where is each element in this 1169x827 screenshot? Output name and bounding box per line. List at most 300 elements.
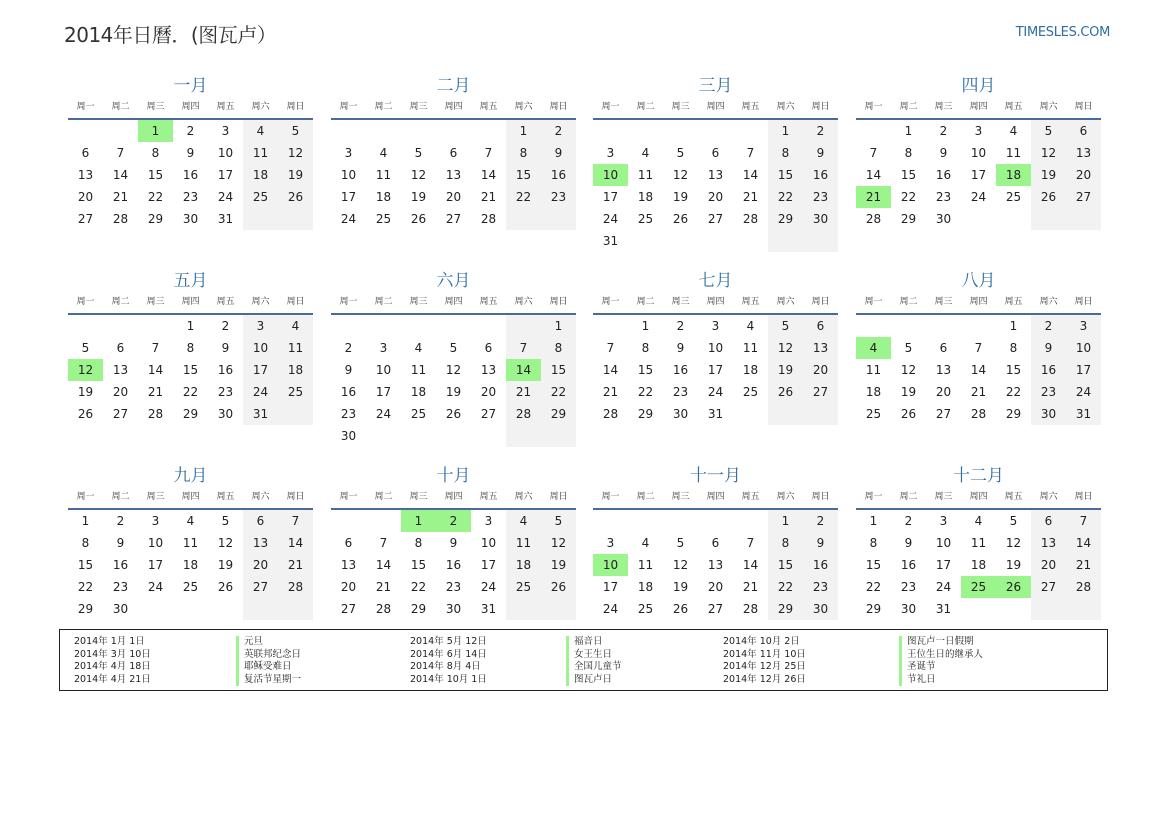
day-cell[interactable]: 28 (742, 212, 759, 226)
day-cell[interactable]: 30 (900, 602, 917, 616)
day-cell[interactable]: 2 (803, 120, 838, 142)
day-cell[interactable]: 30 (672, 407, 689, 421)
day-cell[interactable]: 19 (900, 385, 917, 399)
day-cell[interactable]: 6 (344, 536, 353, 550)
day-cell[interactable]: 26 (672, 212, 689, 226)
day-cell[interactable]: 29 (541, 403, 576, 425)
day-cell[interactable]: 10 (970, 146, 987, 160)
day-cell[interactable]: 2 (116, 514, 125, 528)
day-cell[interactable]: 18 (637, 580, 654, 594)
day-cell[interactable]: 11 (637, 558, 654, 572)
day-cell[interactable]: 2 (803, 510, 838, 532)
day-cell[interactable]: 4 (186, 514, 195, 528)
day-cell[interactable]: 7 (506, 337, 541, 359)
day-cell[interactable]: 16 (803, 554, 838, 576)
day-cell[interactable]: 5 (676, 146, 685, 160)
day-cell[interactable]: 26 (77, 407, 94, 421)
day-cell[interactable]: 9 (344, 363, 353, 377)
day-cell[interactable]: 8 (414, 536, 423, 550)
day-cell[interactable]: 15 (900, 168, 917, 182)
holiday-day-cell[interactable]: 10 (593, 164, 628, 186)
day-cell[interactable]: 4 (243, 120, 278, 142)
day-cell[interactable]: 26 (445, 407, 462, 421)
holiday-day-cell[interactable]: 26 (996, 576, 1031, 598)
day-cell[interactable]: 4 (278, 315, 313, 337)
day-cell[interactable]: 7 (379, 536, 388, 550)
day-cell[interactable]: 2 (344, 341, 353, 355)
day-cell[interactable]: 15 (1005, 363, 1022, 377)
day-cell[interactable]: 6 (81, 146, 90, 160)
day-cell[interactable]: 30 (1031, 403, 1066, 425)
day-cell[interactable]: 20 (77, 190, 94, 204)
day-cell[interactable]: 14 (480, 168, 497, 182)
day-cell[interactable]: 27 (1031, 576, 1066, 598)
day-cell[interactable]: 31 (1066, 403, 1101, 425)
day-cell[interactable]: 16 (1031, 359, 1066, 381)
day-cell[interactable]: 4 (1009, 124, 1018, 138)
day-cell[interactable]: 30 (445, 602, 462, 616)
day-cell[interactable]: 12 (445, 363, 462, 377)
day-cell[interactable]: 17 (935, 558, 952, 572)
holiday-day-cell[interactable]: 12 (68, 359, 103, 381)
day-cell[interactable]: 11 (182, 536, 199, 550)
day-cell[interactable]: 25 (278, 381, 313, 403)
day-cell[interactable]: 19 (278, 164, 313, 186)
day-cell[interactable]: 1 (506, 120, 541, 142)
day-cell[interactable]: 29 (77, 602, 94, 616)
site-link[interactable]: TIMESLES.COM (1015, 25, 1110, 40)
day-cell[interactable]: 22 (182, 385, 199, 399)
day-cell[interactable]: 23 (217, 385, 234, 399)
day-cell[interactable]: 6 (711, 146, 720, 160)
holiday-day-cell[interactable]: 4 (856, 337, 891, 359)
day-cell[interactable]: 24 (1066, 381, 1101, 403)
day-cell[interactable]: 27 (340, 602, 357, 616)
day-cell[interactable]: 31 (217, 212, 234, 226)
day-cell[interactable]: 25 (506, 576, 541, 598)
day-cell[interactable]: 29 (865, 602, 882, 616)
day-cell[interactable]: 24 (147, 580, 164, 594)
day-cell[interactable]: 5 (676, 536, 685, 550)
day-cell[interactable]: 1 (768, 510, 803, 532)
day-cell[interactable]: 18 (410, 385, 427, 399)
day-cell[interactable]: 28 (506, 403, 541, 425)
day-cell[interactable]: 22 (637, 385, 654, 399)
day-cell[interactable]: 12 (1005, 536, 1022, 550)
day-cell[interactable]: 14 (742, 558, 759, 572)
day-cell[interactable]: 25 (637, 212, 654, 226)
day-cell[interactable]: 2 (939, 124, 948, 138)
holiday-day-cell[interactable]: 10 (593, 554, 628, 576)
day-cell[interactable]: 13 (803, 337, 838, 359)
day-cell[interactable]: 1 (641, 319, 650, 333)
day-cell[interactable]: 7 (746, 146, 755, 160)
day-cell[interactable]: 8 (186, 341, 195, 355)
day-cell[interactable]: 22 (768, 186, 803, 208)
day-cell[interactable]: 27 (803, 381, 838, 403)
day-cell[interactable]: 24 (340, 212, 357, 226)
day-cell[interactable]: 27 (1066, 186, 1101, 208)
day-cell[interactable]: 25 (1005, 190, 1022, 204)
day-cell[interactable]: 28 (742, 602, 759, 616)
day-cell[interactable]: 10 (243, 337, 278, 359)
day-cell[interactable]: 9 (939, 146, 948, 160)
day-cell[interactable]: 18 (182, 558, 199, 572)
day-cell[interactable]: 20 (480, 385, 497, 399)
day-cell[interactable]: 11 (243, 142, 278, 164)
day-cell[interactable]: 22 (865, 580, 882, 594)
day-cell[interactable]: 14 (742, 168, 759, 182)
day-cell[interactable]: 16 (340, 385, 357, 399)
day-cell[interactable]: 10 (340, 168, 357, 182)
day-cell[interactable]: 22 (410, 580, 427, 594)
day-cell[interactable]: 31 (935, 602, 952, 616)
day-cell[interactable]: 26 (410, 212, 427, 226)
day-cell[interactable]: 16 (445, 558, 462, 572)
day-cell[interactable]: 20 (445, 190, 462, 204)
day-cell[interactable]: 9 (116, 536, 125, 550)
day-cell[interactable]: 6 (711, 536, 720, 550)
day-cell[interactable]: 12 (541, 532, 576, 554)
day-cell[interactable]: 20 (243, 554, 278, 576)
day-cell[interactable]: 21 (278, 554, 313, 576)
day-cell[interactable]: 22 (541, 381, 576, 403)
day-cell[interactable]: 5 (904, 341, 913, 355)
day-cell[interactable]: 21 (506, 381, 541, 403)
day-cell[interactable]: 16 (541, 164, 576, 186)
day-cell[interactable]: 16 (935, 168, 952, 182)
day-cell[interactable]: 5 (541, 510, 576, 532)
day-cell[interactable]: 15 (768, 164, 803, 186)
day-cell[interactable]: 2 (904, 514, 913, 528)
day-cell[interactable]: 6 (1066, 120, 1101, 142)
day-cell[interactable]: 15 (506, 164, 541, 186)
day-cell[interactable]: 11 (970, 536, 987, 550)
holiday-day-cell[interactable]: 21 (856, 186, 891, 208)
day-cell[interactable]: 17 (147, 558, 164, 572)
day-cell[interactable]: 3 (344, 146, 353, 160)
day-cell[interactable]: 2 (676, 319, 685, 333)
day-cell[interactable]: 11 (1005, 146, 1022, 160)
day-cell[interactable]: 20 (707, 190, 724, 204)
day-cell[interactable]: 29 (1005, 407, 1022, 421)
day-cell[interactable]: 9 (1031, 337, 1066, 359)
day-cell[interactable]: 12 (672, 558, 689, 572)
day-cell[interactable]: 2 (221, 319, 230, 333)
day-cell[interactable]: 15 (637, 363, 654, 377)
day-cell[interactable]: 30 (803, 208, 838, 230)
day-cell[interactable]: 27 (707, 212, 724, 226)
day-cell[interactable]: 14 (970, 363, 987, 377)
day-cell[interactable]: 4 (974, 514, 983, 528)
day-cell[interactable]: 14 (865, 168, 882, 182)
day-cell[interactable]: 30 (803, 598, 838, 620)
day-cell[interactable]: 18 (243, 164, 278, 186)
day-cell[interactable]: 24 (602, 212, 619, 226)
day-cell[interactable]: 24 (243, 381, 278, 403)
day-cell[interactable]: 21 (147, 385, 164, 399)
day-cell[interactable]: 8 (869, 536, 878, 550)
day-cell[interactable]: 16 (217, 363, 234, 377)
day-cell[interactable]: 27 (243, 576, 278, 598)
day-cell[interactable]: 24 (375, 407, 392, 421)
day-cell[interactable]: 22 (506, 186, 541, 208)
day-cell[interactable]: 25 (637, 602, 654, 616)
day-cell[interactable]: 17 (602, 580, 619, 594)
day-cell[interactable]: 1 (186, 319, 195, 333)
day-cell[interactable]: 19 (768, 359, 803, 381)
day-cell[interactable]: 21 (970, 385, 987, 399)
day-cell[interactable]: 22 (768, 576, 803, 598)
day-cell[interactable]: 23 (803, 186, 838, 208)
day-cell[interactable]: 18 (506, 554, 541, 576)
day-cell[interactable]: 20 (340, 580, 357, 594)
day-cell[interactable]: 9 (676, 341, 685, 355)
day-cell[interactable]: 19 (410, 190, 427, 204)
day-cell[interactable]: 9 (803, 142, 838, 164)
day-cell[interactable]: 29 (768, 598, 803, 620)
day-cell[interactable]: 3 (711, 319, 720, 333)
day-cell[interactable]: 6 (116, 341, 125, 355)
day-cell[interactable]: 24 (602, 602, 619, 616)
day-cell[interactable]: 6 (939, 341, 948, 355)
holiday-day-cell[interactable]: 2 (436, 510, 471, 532)
day-cell[interactable]: 28 (147, 407, 164, 421)
day-cell[interactable]: 17 (602, 190, 619, 204)
day-cell[interactable]: 25 (865, 407, 882, 421)
day-cell[interactable]: 29 (637, 407, 654, 421)
day-cell[interactable]: 13 (112, 363, 129, 377)
day-cell[interactable]: 24 (970, 190, 987, 204)
day-cell[interactable]: 13 (243, 532, 278, 554)
day-cell[interactable]: 12 (410, 168, 427, 182)
day-cell[interactable]: 27 (77, 212, 94, 226)
day-cell[interactable]: 3 (484, 514, 493, 528)
day-cell[interactable]: 10 (147, 536, 164, 550)
day-cell[interactable]: 31 (707, 407, 724, 421)
day-cell[interactable]: 13 (935, 363, 952, 377)
day-cell[interactable]: 27 (445, 212, 462, 226)
day-cell[interactable]: 23 (541, 186, 576, 208)
day-cell[interactable]: 22 (1005, 385, 1022, 399)
day-cell[interactable]: 20 (1066, 164, 1101, 186)
day-cell[interactable]: 1 (768, 120, 803, 142)
day-cell[interactable]: 4 (746, 319, 755, 333)
day-cell[interactable]: 7 (974, 341, 983, 355)
day-cell[interactable]: 14 (375, 558, 392, 572)
day-cell[interactable]: 6 (803, 315, 838, 337)
day-cell[interactable]: 8 (768, 532, 803, 554)
day-cell[interactable]: 14 (1066, 532, 1101, 554)
day-cell[interactable]: 19 (672, 580, 689, 594)
day-cell[interactable]: 9 (541, 142, 576, 164)
day-cell[interactable]: 5 (278, 120, 313, 142)
day-cell[interactable]: 3 (1066, 315, 1101, 337)
day-cell[interactable]: 15 (147, 168, 164, 182)
day-cell[interactable]: 21 (742, 190, 759, 204)
holiday-day-cell[interactable]: 18 (996, 164, 1031, 186)
day-cell[interactable]: 29 (900, 212, 917, 226)
day-cell[interactable]: 25 (410, 407, 427, 421)
day-cell[interactable]: 14 (147, 363, 164, 377)
day-cell[interactable]: 13 (340, 558, 357, 572)
day-cell[interactable]: 1 (541, 315, 576, 337)
day-cell[interactable]: 9 (186, 146, 195, 160)
day-cell[interactable]: 31 (243, 403, 278, 425)
day-cell[interactable]: 22 (147, 190, 164, 204)
day-cell[interactable]: 27 (935, 407, 952, 421)
day-cell[interactable]: 25 (742, 385, 759, 399)
day-cell[interactable]: 16 (900, 558, 917, 572)
day-cell[interactable]: 26 (1031, 186, 1066, 208)
day-cell[interactable]: 12 (900, 363, 917, 377)
day-cell[interactable]: 1 (869, 514, 878, 528)
day-cell[interactable]: 3 (151, 514, 160, 528)
day-cell[interactable]: 14 (112, 168, 129, 182)
day-cell[interactable]: 7 (746, 536, 755, 550)
day-cell[interactable]: 26 (541, 576, 576, 598)
day-cell[interactable]: 9 (904, 536, 913, 550)
day-cell[interactable]: 14 (602, 363, 619, 377)
day-cell[interactable]: 28 (602, 407, 619, 421)
day-cell[interactable]: 17 (375, 385, 392, 399)
day-cell[interactable]: 27 (480, 407, 497, 421)
day-cell[interactable]: 17 (243, 359, 278, 381)
day-cell[interactable]: 17 (707, 363, 724, 377)
day-cell[interactable]: 22 (900, 190, 917, 204)
day-cell[interactable]: 17 (217, 168, 234, 182)
day-cell[interactable]: 3 (939, 514, 948, 528)
day-cell[interactable]: 20 (1031, 554, 1066, 576)
holiday-day-cell[interactable]: 1 (138, 120, 173, 142)
day-cell[interactable]: 11 (410, 363, 427, 377)
day-cell[interactable]: 11 (865, 363, 882, 377)
day-cell[interactable]: 26 (768, 381, 803, 403)
day-cell[interactable]: 26 (278, 186, 313, 208)
day-cell[interactable]: 4 (379, 146, 388, 160)
day-cell[interactable]: 30 (340, 429, 357, 443)
day-cell[interactable]: 5 (221, 514, 230, 528)
day-cell[interactable]: 19 (1031, 164, 1066, 186)
day-cell[interactable]: 3 (974, 124, 983, 138)
day-cell[interactable]: 21 (602, 385, 619, 399)
day-cell[interactable]: 2 (541, 120, 576, 142)
day-cell[interactable]: 24 (217, 190, 234, 204)
day-cell[interactable]: 23 (182, 190, 199, 204)
day-cell[interactable]: 21 (375, 580, 392, 594)
day-cell[interactable]: 3 (379, 341, 388, 355)
day-cell[interactable]: 8 (81, 536, 90, 550)
day-cell[interactable]: 19 (541, 554, 576, 576)
day-cell[interactable]: 10 (1066, 337, 1101, 359)
day-cell[interactable]: 18 (742, 363, 759, 377)
day-cell[interactable]: 12 (278, 142, 313, 164)
day-cell[interactable]: 17 (340, 190, 357, 204)
day-cell[interactable]: 16 (672, 363, 689, 377)
day-cell[interactable]: 4 (641, 536, 650, 550)
day-cell[interactable]: 11 (375, 168, 392, 182)
day-cell[interactable]: 5 (768, 315, 803, 337)
day-cell[interactable]: 23 (935, 190, 952, 204)
day-cell[interactable]: 11 (278, 337, 313, 359)
day-cell[interactable]: 25 (375, 212, 392, 226)
day-cell[interactable]: 21 (480, 190, 497, 204)
day-cell[interactable]: 22 (77, 580, 94, 594)
day-cell[interactable]: 19 (1005, 558, 1022, 572)
day-cell[interactable]: 13 (707, 558, 724, 572)
day-cell[interactable]: 29 (410, 602, 427, 616)
day-cell[interactable]: 29 (768, 208, 803, 230)
day-cell[interactable]: 20 (803, 359, 838, 381)
day-cell[interactable]: 30 (182, 212, 199, 226)
day-cell[interactable]: 12 (1031, 142, 1066, 164)
day-cell[interactable]: 1 (1009, 319, 1018, 333)
day-cell[interactable]: 24 (935, 580, 952, 594)
day-cell[interactable]: 17 (480, 558, 497, 572)
day-cell[interactable]: 21 (112, 190, 129, 204)
day-cell[interactable]: 10 (935, 536, 952, 550)
day-cell[interactable]: 19 (445, 385, 462, 399)
day-cell[interactable]: 23 (803, 576, 838, 598)
day-cell[interactable]: 10 (375, 363, 392, 377)
day-cell[interactable]: 28 (480, 212, 497, 226)
day-cell[interactable]: 3 (606, 146, 615, 160)
day-cell[interactable]: 10 (480, 536, 497, 550)
day-cell[interactable]: 6 (243, 510, 278, 532)
day-cell[interactable]: 26 (672, 602, 689, 616)
day-cell[interactable]: 12 (672, 168, 689, 182)
day-cell[interactable]: 25 (182, 580, 199, 594)
day-cell[interactable]: 29 (182, 407, 199, 421)
day-cell[interactable]: 13 (1066, 142, 1101, 164)
holiday-day-cell[interactable]: 25 (961, 576, 996, 598)
day-cell[interactable]: 29 (147, 212, 164, 226)
day-cell[interactable]: 13 (445, 168, 462, 182)
day-cell[interactable]: 18 (278, 359, 313, 381)
day-cell[interactable]: 28 (112, 212, 129, 226)
day-cell[interactable]: 16 (182, 168, 199, 182)
day-cell[interactable]: 23 (445, 580, 462, 594)
day-cell[interactable]: 13 (707, 168, 724, 182)
day-cell[interactable]: 15 (410, 558, 427, 572)
day-cell[interactable]: 2 (1031, 315, 1066, 337)
day-cell[interactable]: 21 (1066, 554, 1101, 576)
day-cell[interactable]: 30 (112, 602, 129, 616)
day-cell[interactable]: 24 (707, 385, 724, 399)
day-cell[interactable]: 5 (1009, 514, 1018, 528)
day-cell[interactable]: 7 (484, 146, 493, 160)
day-cell[interactable]: 15 (182, 363, 199, 377)
day-cell[interactable]: 8 (151, 146, 160, 160)
day-cell[interactable]: 23 (112, 580, 129, 594)
day-cell[interactable]: 27 (112, 407, 129, 421)
day-cell[interactable]: 13 (77, 168, 94, 182)
day-cell[interactable]: 17 (970, 168, 987, 182)
day-cell[interactable]: 7 (151, 341, 160, 355)
day-cell[interactable]: 17 (1066, 359, 1101, 381)
day-cell[interactable]: 3 (243, 315, 278, 337)
day-cell[interactable]: 9 (221, 341, 230, 355)
day-cell[interactable]: 8 (768, 142, 803, 164)
day-cell[interactable]: 18 (865, 385, 882, 399)
day-cell[interactable]: 15 (77, 558, 94, 572)
day-cell[interactable]: 16 (803, 164, 838, 186)
day-cell[interactable]: 28 (1066, 576, 1101, 598)
holiday-day-cell[interactable]: 14 (506, 359, 541, 381)
day-cell[interactable]: 9 (803, 532, 838, 554)
day-cell[interactable]: 28 (865, 212, 882, 226)
day-cell[interactable]: 11 (506, 532, 541, 554)
